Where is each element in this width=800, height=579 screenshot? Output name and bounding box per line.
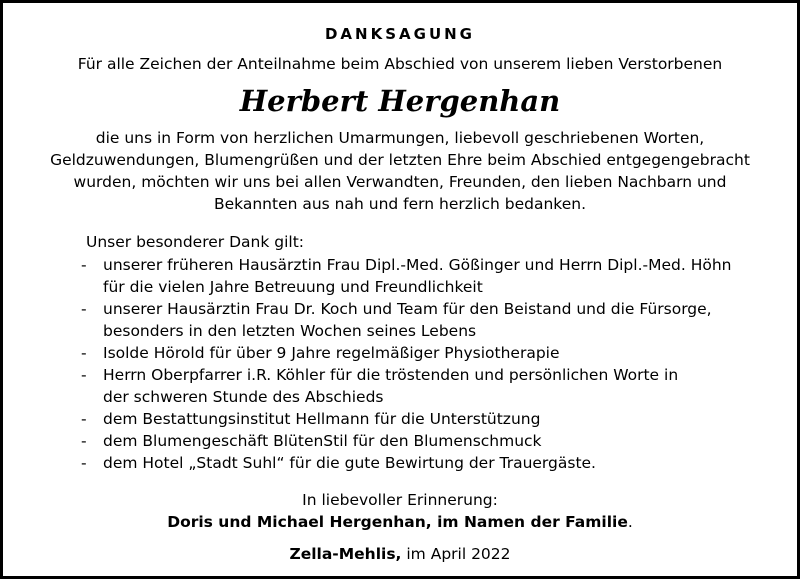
list-item-line: für die vielen Jahre Betreuung und Freundlichkeit [103,278,483,296]
list-item-line: unserer Hausärztin Frau Dr. Koch und Team für den Beistand und die Fürsorge, [103,300,712,318]
list-item [81,342,761,364]
list-item [81,452,761,474]
body-paragraph [33,127,767,215]
place-date-line [3,543,797,565]
list-item-line: Herrn Oberpfarrer i.R. Köhler für die tröstenden und persönlichen Worte in [103,366,679,384]
list-item-line: besonders in den letzten Wochen seines Lebens [103,322,477,340]
special-thanks-list [81,254,761,474]
list-item [81,430,761,452]
bullet-dash: - [81,432,87,450]
list-item-line: Isolde Hörold für über 9 Jahre regelmäßiger Physiotherapie [103,344,560,362]
remembrance-line: In liebevoller Erinnerung: [302,491,498,509]
special-thanks-title: Unser besonderer Dank gilt: [86,233,304,251]
bullet-dash: - [81,344,87,362]
bullet-dash: - [81,410,87,428]
body-line: wurden, möchten wir uns bei allen Verwandten, Freunden, den lieben Nachbarn und [73,173,727,191]
list-item [81,298,761,342]
list-item [81,364,761,408]
date-text: im April 2022 [401,545,511,563]
list-item [81,254,761,298]
list-item-line: unserer früheren Hausärztin Frau Dipl.-Med. Gößinger und Herrn Dipl.-Med. Höhn [103,256,732,274]
bullet-dash: - [81,300,87,318]
signers-line [3,511,797,533]
signers-names: Doris und Michael Hergenhan, im Namen der Familie [167,513,628,531]
intro-text: Für alle Zeichen der Anteilnahme beim Abschied von unserem lieben Verstorbenen [77,55,723,73]
closing-block [3,489,797,533]
bullet-dash: - [81,256,87,274]
list-item-line: dem Blumengeschäft BlütenStil für den Blumenschmuck [103,432,542,450]
signers-period: . [627,513,633,531]
deceased-name: Herbert Hergenhan [239,84,561,118]
bullet-dash: - [81,454,87,472]
body-line: Geldzuwendungen, Blumengrüßen und der letzten Ehre beim Abschied entgegengebracht [50,151,750,169]
bullet-dash: - [81,366,87,384]
list-item [81,408,761,430]
list-item-line: der schweren Stunde des Abschieds [103,388,384,406]
list-item-line: dem Hotel „Stadt Suhl“ für die gute Bewirtung der Trauergäste. [103,454,596,472]
heading: DANKSAGUNG [324,25,475,43]
list-item-line: dem Bestattungsinstitut Hellmann für die Unterstützung [103,410,541,428]
body-line: die uns in Form von herzlichen Umarmungen, liebevoll geschriebenen Worten, [95,129,705,147]
body-line: Bekannten aus nah und fern herzlich bedanken. [213,195,587,213]
place-name: Zella-Mehlis, [289,545,402,563]
